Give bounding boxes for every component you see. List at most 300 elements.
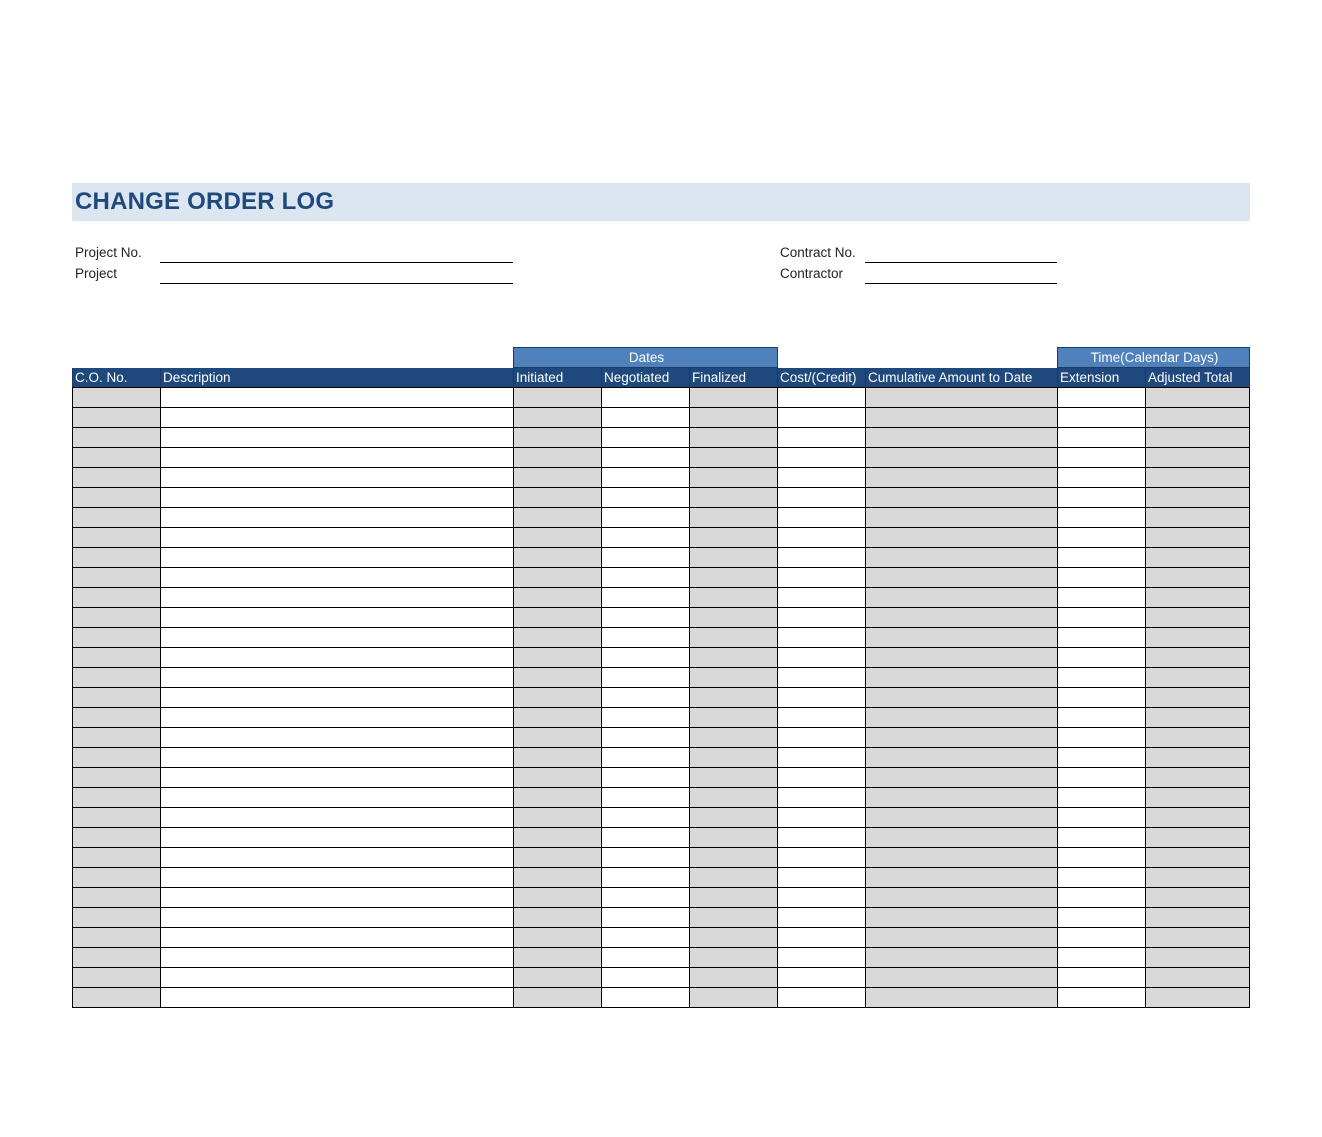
- initiated-cell[interactable]: [514, 768, 602, 788]
- adjusted-total-cell[interactable]: [1146, 848, 1250, 868]
- negotiated-cell[interactable]: [602, 848, 690, 868]
- initiated-cell[interactable]: [514, 788, 602, 808]
- co-no-cell[interactable]: [73, 828, 161, 848]
- cumulative-amount-cell[interactable]: [866, 708, 1058, 728]
- co-no-cell[interactable]: [73, 948, 161, 968]
- description-cell[interactable]: [161, 968, 514, 988]
- extension-cell[interactable]: [1058, 668, 1146, 688]
- extension-cell[interactable]: [1058, 728, 1146, 748]
- table-row: [73, 528, 1250, 548]
- finalized-cell[interactable]: [690, 468, 778, 488]
- table-row: [73, 928, 1250, 948]
- adjusted-total-cell[interactable]: [1146, 688, 1250, 708]
- co-no-cell[interactable]: [73, 808, 161, 828]
- cost-credit-cell[interactable]: [778, 488, 866, 508]
- finalized-cell[interactable]: [690, 428, 778, 448]
- cumulative-amount-cell[interactable]: [866, 728, 1058, 748]
- page-title: CHANGE ORDER LOG: [75, 188, 335, 215]
- negotiated-cell[interactable]: [602, 548, 690, 568]
- finalized-cell[interactable]: [690, 708, 778, 728]
- cost-credit-cell[interactable]: [778, 508, 866, 528]
- cumulative-amount-cell[interactable]: [866, 588, 1058, 608]
- initiated-cell[interactable]: [514, 948, 602, 968]
- negotiated-cell[interactable]: [602, 608, 690, 628]
- cost-credit-cell[interactable]: [778, 428, 866, 448]
- description-cell[interactable]: [161, 788, 514, 808]
- co-no-cell[interactable]: [73, 848, 161, 868]
- extension-cell[interactable]: [1058, 848, 1146, 868]
- finalized-cell[interactable]: [690, 948, 778, 968]
- initiated-cell[interactable]: [514, 928, 602, 948]
- negotiated-cell[interactable]: [602, 568, 690, 588]
- description-cell[interactable]: [161, 748, 514, 768]
- cumulative-amount-cell[interactable]: [866, 928, 1058, 948]
- cost-credit-cell[interactable]: [778, 668, 866, 688]
- co-no-cell[interactable]: [73, 488, 161, 508]
- description-cell[interactable]: [161, 828, 514, 848]
- finalized-cell[interactable]: [690, 388, 778, 408]
- adjusted-total-cell[interactable]: [1146, 468, 1250, 488]
- finalized-cell[interactable]: [690, 528, 778, 548]
- description-cell[interactable]: [161, 888, 514, 908]
- cumulative-amount-cell[interactable]: [866, 448, 1058, 468]
- initiated-cell[interactable]: [514, 748, 602, 768]
- adjusted-total-cell[interactable]: [1146, 768, 1250, 788]
- group-spacer: [73, 348, 514, 368]
- adjusted-total-cell[interactable]: [1146, 748, 1250, 768]
- co-no-cell[interactable]: [73, 448, 161, 468]
- initiated-cell[interactable]: [514, 968, 602, 988]
- co-no-cell[interactable]: [73, 648, 161, 668]
- finalized-cell[interactable]: [690, 548, 778, 568]
- cumulative-amount-cell[interactable]: [866, 408, 1058, 428]
- description-cell[interactable]: [161, 608, 514, 628]
- description-cell[interactable]: [161, 928, 514, 948]
- description-cell[interactable]: [161, 708, 514, 728]
- finalized-cell[interactable]: [690, 988, 778, 1008]
- contract-no-field[interactable]: [865, 262, 1057, 263]
- description-cell[interactable]: [161, 868, 514, 888]
- adjusted-total-cell[interactable]: [1146, 448, 1250, 468]
- finalized-cell[interactable]: [690, 888, 778, 908]
- negotiated-cell[interactable]: [602, 988, 690, 1008]
- adjusted-total-cell[interactable]: [1146, 668, 1250, 688]
- initiated-cell[interactable]: [514, 488, 602, 508]
- cumulative-amount-cell[interactable]: [866, 668, 1058, 688]
- table-row: [73, 408, 1250, 428]
- negotiated-cell[interactable]: [602, 788, 690, 808]
- description-cell[interactable]: [161, 508, 514, 528]
- finalized-cell[interactable]: [690, 448, 778, 468]
- cost-credit-cell[interactable]: [778, 608, 866, 628]
- adjusted-total-cell[interactable]: [1146, 408, 1250, 428]
- adjusted-total-cell[interactable]: [1146, 488, 1250, 508]
- co-no-cell[interactable]: [73, 408, 161, 428]
- initiated-cell[interactable]: [514, 388, 602, 408]
- cumulative-amount-cell[interactable]: [866, 888, 1058, 908]
- finalized-cell[interactable]: [690, 588, 778, 608]
- finalized-cell[interactable]: [690, 488, 778, 508]
- contractor-field[interactable]: [865, 283, 1057, 284]
- extension-cell[interactable]: [1058, 688, 1146, 708]
- cost-credit-cell[interactable]: [778, 968, 866, 988]
- description-cell[interactable]: [161, 528, 514, 548]
- finalized-cell[interactable]: [690, 628, 778, 648]
- extension-cell[interactable]: [1058, 488, 1146, 508]
- finalized-cell[interactable]: [690, 668, 778, 688]
- co-no-cell[interactable]: [73, 548, 161, 568]
- negotiated-cell[interactable]: [602, 768, 690, 788]
- adjusted-total-cell[interactable]: [1146, 788, 1250, 808]
- extension-cell[interactable]: [1058, 448, 1146, 468]
- co-no-cell[interactable]: [73, 688, 161, 708]
- cost-credit-cell[interactable]: [778, 768, 866, 788]
- initiated-cell[interactable]: [514, 988, 602, 1008]
- cost-credit-cell[interactable]: [778, 628, 866, 648]
- initiated-cell[interactable]: [514, 708, 602, 728]
- adjusted-total-cell[interactable]: [1146, 728, 1250, 748]
- table-row: [73, 868, 1250, 888]
- finalized-cell[interactable]: [690, 848, 778, 868]
- extension-cell[interactable]: [1058, 588, 1146, 608]
- extension-cell[interactable]: [1058, 428, 1146, 448]
- negotiated-cell[interactable]: [602, 948, 690, 968]
- negotiated-cell[interactable]: [602, 728, 690, 748]
- extension-cell[interactable]: [1058, 768, 1146, 788]
- cost-credit-cell[interactable]: [778, 728, 866, 748]
- adjusted-total-cell[interactable]: [1146, 888, 1250, 908]
- adjusted-total-cell[interactable]: [1146, 528, 1250, 548]
- extension-cell[interactable]: [1058, 548, 1146, 568]
- cost-credit-cell[interactable]: [778, 468, 866, 488]
- finalized-cell[interactable]: [690, 748, 778, 768]
- description-cell[interactable]: [161, 468, 514, 488]
- table-row: [73, 548, 1250, 568]
- adjusted-total-cell[interactable]: [1146, 708, 1250, 728]
- adjusted-total-cell[interactable]: [1146, 908, 1250, 928]
- initiated-cell[interactable]: [514, 868, 602, 888]
- adjusted-total-cell[interactable]: [1146, 928, 1250, 948]
- negotiated-cell[interactable]: [602, 508, 690, 528]
- co-no-cell[interactable]: [73, 708, 161, 728]
- cost-credit-cell[interactable]: [778, 528, 866, 548]
- negotiated-cell[interactable]: [602, 648, 690, 668]
- finalized-cell[interactable]: [690, 808, 778, 828]
- cumulative-amount-cell[interactable]: [866, 388, 1058, 408]
- table-row: [73, 988, 1250, 1008]
- cost-credit-cell[interactable]: [778, 868, 866, 888]
- finalized-cell[interactable]: [690, 648, 778, 668]
- extension-cell[interactable]: [1058, 928, 1146, 948]
- col-header-description: Description: [161, 368, 514, 388]
- cumulative-amount-cell[interactable]: [866, 488, 1058, 508]
- finalized-cell[interactable]: [690, 688, 778, 708]
- adjusted-total-cell[interactable]: [1146, 948, 1250, 968]
- negotiated-cell[interactable]: [602, 448, 690, 468]
- cumulative-amount-cell[interactable]: [866, 908, 1058, 928]
- adjusted-total-cell[interactable]: [1146, 828, 1250, 848]
- description-cell[interactable]: [161, 648, 514, 668]
- finalized-cell[interactable]: [690, 508, 778, 528]
- co-no-cell[interactable]: [73, 788, 161, 808]
- project-no-field[interactable]: [160, 262, 513, 263]
- finalized-cell[interactable]: [690, 408, 778, 428]
- description-cell[interactable]: [161, 428, 514, 448]
- co-no-cell[interactable]: [73, 508, 161, 528]
- cost-credit-cell[interactable]: [778, 748, 866, 768]
- adjusted-total-cell[interactable]: [1146, 588, 1250, 608]
- cost-credit-cell[interactable]: [778, 908, 866, 928]
- cumulative-amount-cell[interactable]: [866, 788, 1058, 808]
- adjusted-total-cell[interactable]: [1146, 568, 1250, 588]
- cost-credit-cell[interactable]: [778, 848, 866, 868]
- adjusted-total-cell[interactable]: [1146, 388, 1250, 408]
- cumulative-amount-cell[interactable]: [866, 808, 1058, 828]
- extension-cell[interactable]: [1058, 528, 1146, 548]
- cost-credit-cell[interactable]: [778, 788, 866, 808]
- co-no-cell[interactable]: [73, 608, 161, 628]
- cost-credit-cell[interactable]: [778, 988, 866, 1008]
- cumulative-amount-cell[interactable]: [866, 828, 1058, 848]
- co-no-cell[interactable]: [73, 428, 161, 448]
- adjusted-total-cell[interactable]: [1146, 968, 1250, 988]
- co-no-cell[interactable]: [73, 388, 161, 408]
- initiated-cell[interactable]: [514, 588, 602, 608]
- co-no-cell[interactable]: [73, 928, 161, 948]
- initiated-cell[interactable]: [514, 888, 602, 908]
- cumulative-amount-cell[interactable]: [866, 968, 1058, 988]
- cumulative-amount-cell[interactable]: [866, 548, 1058, 568]
- extension-cell[interactable]: [1058, 868, 1146, 888]
- description-cell[interactable]: [161, 948, 514, 968]
- description-cell[interactable]: [161, 668, 514, 688]
- cost-credit-cell[interactable]: [778, 948, 866, 968]
- adjusted-total-cell[interactable]: [1146, 868, 1250, 888]
- negotiated-cell[interactable]: [602, 588, 690, 608]
- negotiated-cell[interactable]: [602, 628, 690, 648]
- description-cell[interactable]: [161, 988, 514, 1008]
- initiated-cell[interactable]: [514, 448, 602, 468]
- adjusted-total-cell[interactable]: [1146, 428, 1250, 448]
- negotiated-cell[interactable]: [602, 968, 690, 988]
- description-cell[interactable]: [161, 448, 514, 468]
- cost-credit-cell[interactable]: [778, 688, 866, 708]
- co-no-cell[interactable]: [73, 988, 161, 1008]
- cumulative-amount-cell[interactable]: [866, 848, 1058, 868]
- description-cell[interactable]: [161, 488, 514, 508]
- description-cell[interactable]: [161, 588, 514, 608]
- finalized-cell[interactable]: [690, 568, 778, 588]
- cost-credit-cell[interactable]: [778, 548, 866, 568]
- extension-cell[interactable]: [1058, 988, 1146, 1008]
- description-cell[interactable]: [161, 908, 514, 928]
- extension-cell[interactable]: [1058, 968, 1146, 988]
- cumulative-amount-cell[interactable]: [866, 948, 1058, 968]
- project-field[interactable]: [160, 283, 513, 284]
- negotiated-cell[interactable]: [602, 528, 690, 548]
- negotiated-cell[interactable]: [602, 888, 690, 908]
- extension-cell[interactable]: [1058, 568, 1146, 588]
- negotiated-cell[interactable]: [602, 868, 690, 888]
- negotiated-cell[interactable]: [602, 388, 690, 408]
- cumulative-amount-cell[interactable]: [866, 988, 1058, 1008]
- co-no-cell[interactable]: [73, 968, 161, 988]
- extension-cell[interactable]: [1058, 608, 1146, 628]
- negotiated-cell[interactable]: [602, 908, 690, 928]
- cost-credit-cell[interactable]: [778, 648, 866, 668]
- extension-cell[interactable]: [1058, 788, 1146, 808]
- extension-cell[interactable]: [1058, 708, 1146, 728]
- cost-credit-cell[interactable]: [778, 408, 866, 428]
- extension-cell[interactable]: [1058, 468, 1146, 488]
- description-cell[interactable]: [161, 568, 514, 588]
- initiated-cell[interactable]: [514, 428, 602, 448]
- description-cell[interactable]: [161, 728, 514, 748]
- cumulative-amount-cell[interactable]: [866, 648, 1058, 668]
- cumulative-amount-cell[interactable]: [866, 748, 1058, 768]
- negotiated-cell[interactable]: [602, 408, 690, 428]
- table-row: [73, 508, 1250, 528]
- table-row: [73, 568, 1250, 588]
- finalized-cell[interactable]: [690, 788, 778, 808]
- adjusted-total-cell[interactable]: [1146, 508, 1250, 528]
- co-no-cell[interactable]: [73, 888, 161, 908]
- col-header-finalized: Finalized: [690, 368, 778, 388]
- initiated-cell[interactable]: [514, 528, 602, 548]
- description-cell[interactable]: [161, 548, 514, 568]
- extension-cell[interactable]: [1058, 888, 1146, 908]
- cost-credit-cell[interactable]: [778, 708, 866, 728]
- adjusted-total-cell[interactable]: [1146, 628, 1250, 648]
- co-no-cell[interactable]: [73, 568, 161, 588]
- initiated-cell[interactable]: [514, 608, 602, 628]
- negotiated-cell[interactable]: [602, 928, 690, 948]
- extension-cell[interactable]: [1058, 408, 1146, 428]
- description-cell[interactable]: [161, 808, 514, 828]
- finalized-cell[interactable]: [690, 768, 778, 788]
- negotiated-cell[interactable]: [602, 668, 690, 688]
- co-no-cell[interactable]: [73, 468, 161, 488]
- cost-credit-cell[interactable]: [778, 448, 866, 468]
- initiated-cell[interactable]: [514, 848, 602, 868]
- cost-credit-cell[interactable]: [778, 808, 866, 828]
- cost-credit-cell[interactable]: [778, 568, 866, 588]
- initiated-cell[interactable]: [514, 908, 602, 928]
- initiated-cell[interactable]: [514, 468, 602, 488]
- adjusted-total-cell[interactable]: [1146, 608, 1250, 628]
- extension-cell[interactable]: [1058, 648, 1146, 668]
- cumulative-amount-cell[interactable]: [866, 608, 1058, 628]
- description-cell[interactable]: [161, 848, 514, 868]
- finalized-cell[interactable]: [690, 968, 778, 988]
- co-no-cell[interactable]: [73, 628, 161, 648]
- adjusted-total-cell[interactable]: [1146, 988, 1250, 1008]
- adjusted-total-cell[interactable]: [1146, 548, 1250, 568]
- cumulative-amount-cell[interactable]: [866, 528, 1058, 548]
- finalized-cell[interactable]: [690, 828, 778, 848]
- initiated-cell[interactable]: [514, 648, 602, 668]
- extension-cell[interactable]: [1058, 808, 1146, 828]
- cost-credit-cell[interactable]: [778, 388, 866, 408]
- extension-cell[interactable]: [1058, 828, 1146, 848]
- finalized-cell[interactable]: [690, 908, 778, 928]
- cumulative-amount-cell[interactable]: [866, 768, 1058, 788]
- initiated-cell[interactable]: [514, 828, 602, 848]
- extension-cell[interactable]: [1058, 388, 1146, 408]
- finalized-cell[interactable]: [690, 928, 778, 948]
- negotiated-cell[interactable]: [602, 828, 690, 848]
- negotiated-cell[interactable]: [602, 708, 690, 728]
- negotiated-cell[interactable]: [602, 488, 690, 508]
- col-header-cost-credit: Cost/(Credit): [778, 368, 866, 388]
- initiated-cell[interactable]: [514, 568, 602, 588]
- initiated-cell[interactable]: [514, 408, 602, 428]
- extension-cell[interactable]: [1058, 508, 1146, 528]
- cumulative-amount-cell[interactable]: [866, 688, 1058, 708]
- cumulative-amount-cell[interactable]: [866, 468, 1058, 488]
- finalized-cell[interactable]: [690, 608, 778, 628]
- co-no-cell[interactable]: [73, 768, 161, 788]
- negotiated-cell[interactable]: [602, 688, 690, 708]
- negotiated-cell[interactable]: [602, 748, 690, 768]
- cost-credit-cell[interactable]: [778, 928, 866, 948]
- co-no-cell[interactable]: [73, 748, 161, 768]
- initiated-cell[interactable]: [514, 808, 602, 828]
- cumulative-amount-cell[interactable]: [866, 568, 1058, 588]
- table-row: [73, 808, 1250, 828]
- initiated-cell[interactable]: [514, 728, 602, 748]
- description-cell[interactable]: [161, 388, 514, 408]
- cumulative-amount-cell[interactable]: [866, 628, 1058, 648]
- cumulative-amount-cell[interactable]: [866, 868, 1058, 888]
- cost-credit-cell[interactable]: [778, 828, 866, 848]
- initiated-cell[interactable]: [514, 628, 602, 648]
- extension-cell[interactable]: [1058, 628, 1146, 648]
- negotiated-cell[interactable]: [602, 468, 690, 488]
- extension-cell[interactable]: [1058, 948, 1146, 968]
- finalized-cell[interactable]: [690, 728, 778, 748]
- cost-credit-cell[interactable]: [778, 588, 866, 608]
- description-cell[interactable]: [161, 768, 514, 788]
- co-no-cell[interactable]: [73, 588, 161, 608]
- table-row: [73, 708, 1250, 728]
- co-no-cell[interactable]: [73, 668, 161, 688]
- initiated-cell[interactable]: [514, 508, 602, 528]
- table-row: [73, 648, 1250, 668]
- cumulative-amount-cell[interactable]: [866, 428, 1058, 448]
- cumulative-amount-cell[interactable]: [866, 508, 1058, 528]
- negotiated-cell[interactable]: [602, 428, 690, 448]
- extension-cell[interactable]: [1058, 908, 1146, 928]
- initiated-cell[interactable]: [514, 668, 602, 688]
- description-cell[interactable]: [161, 628, 514, 648]
- negotiated-cell[interactable]: [602, 808, 690, 828]
- adjusted-total-cell[interactable]: [1146, 648, 1250, 668]
- co-no-cell[interactable]: [73, 908, 161, 928]
- co-no-cell[interactable]: [73, 868, 161, 888]
- table-row: [73, 488, 1250, 508]
- adjusted-total-cell[interactable]: [1146, 808, 1250, 828]
- extension-cell[interactable]: [1058, 748, 1146, 768]
- cost-credit-cell[interactable]: [778, 888, 866, 908]
- co-no-cell[interactable]: [73, 528, 161, 548]
- description-cell[interactable]: [161, 408, 514, 428]
- finalized-cell[interactable]: [690, 868, 778, 888]
- initiated-cell[interactable]: [514, 688, 602, 708]
- initiated-cell[interactable]: [514, 548, 602, 568]
- co-no-cell[interactable]: [73, 728, 161, 748]
- description-cell[interactable]: [161, 688, 514, 708]
